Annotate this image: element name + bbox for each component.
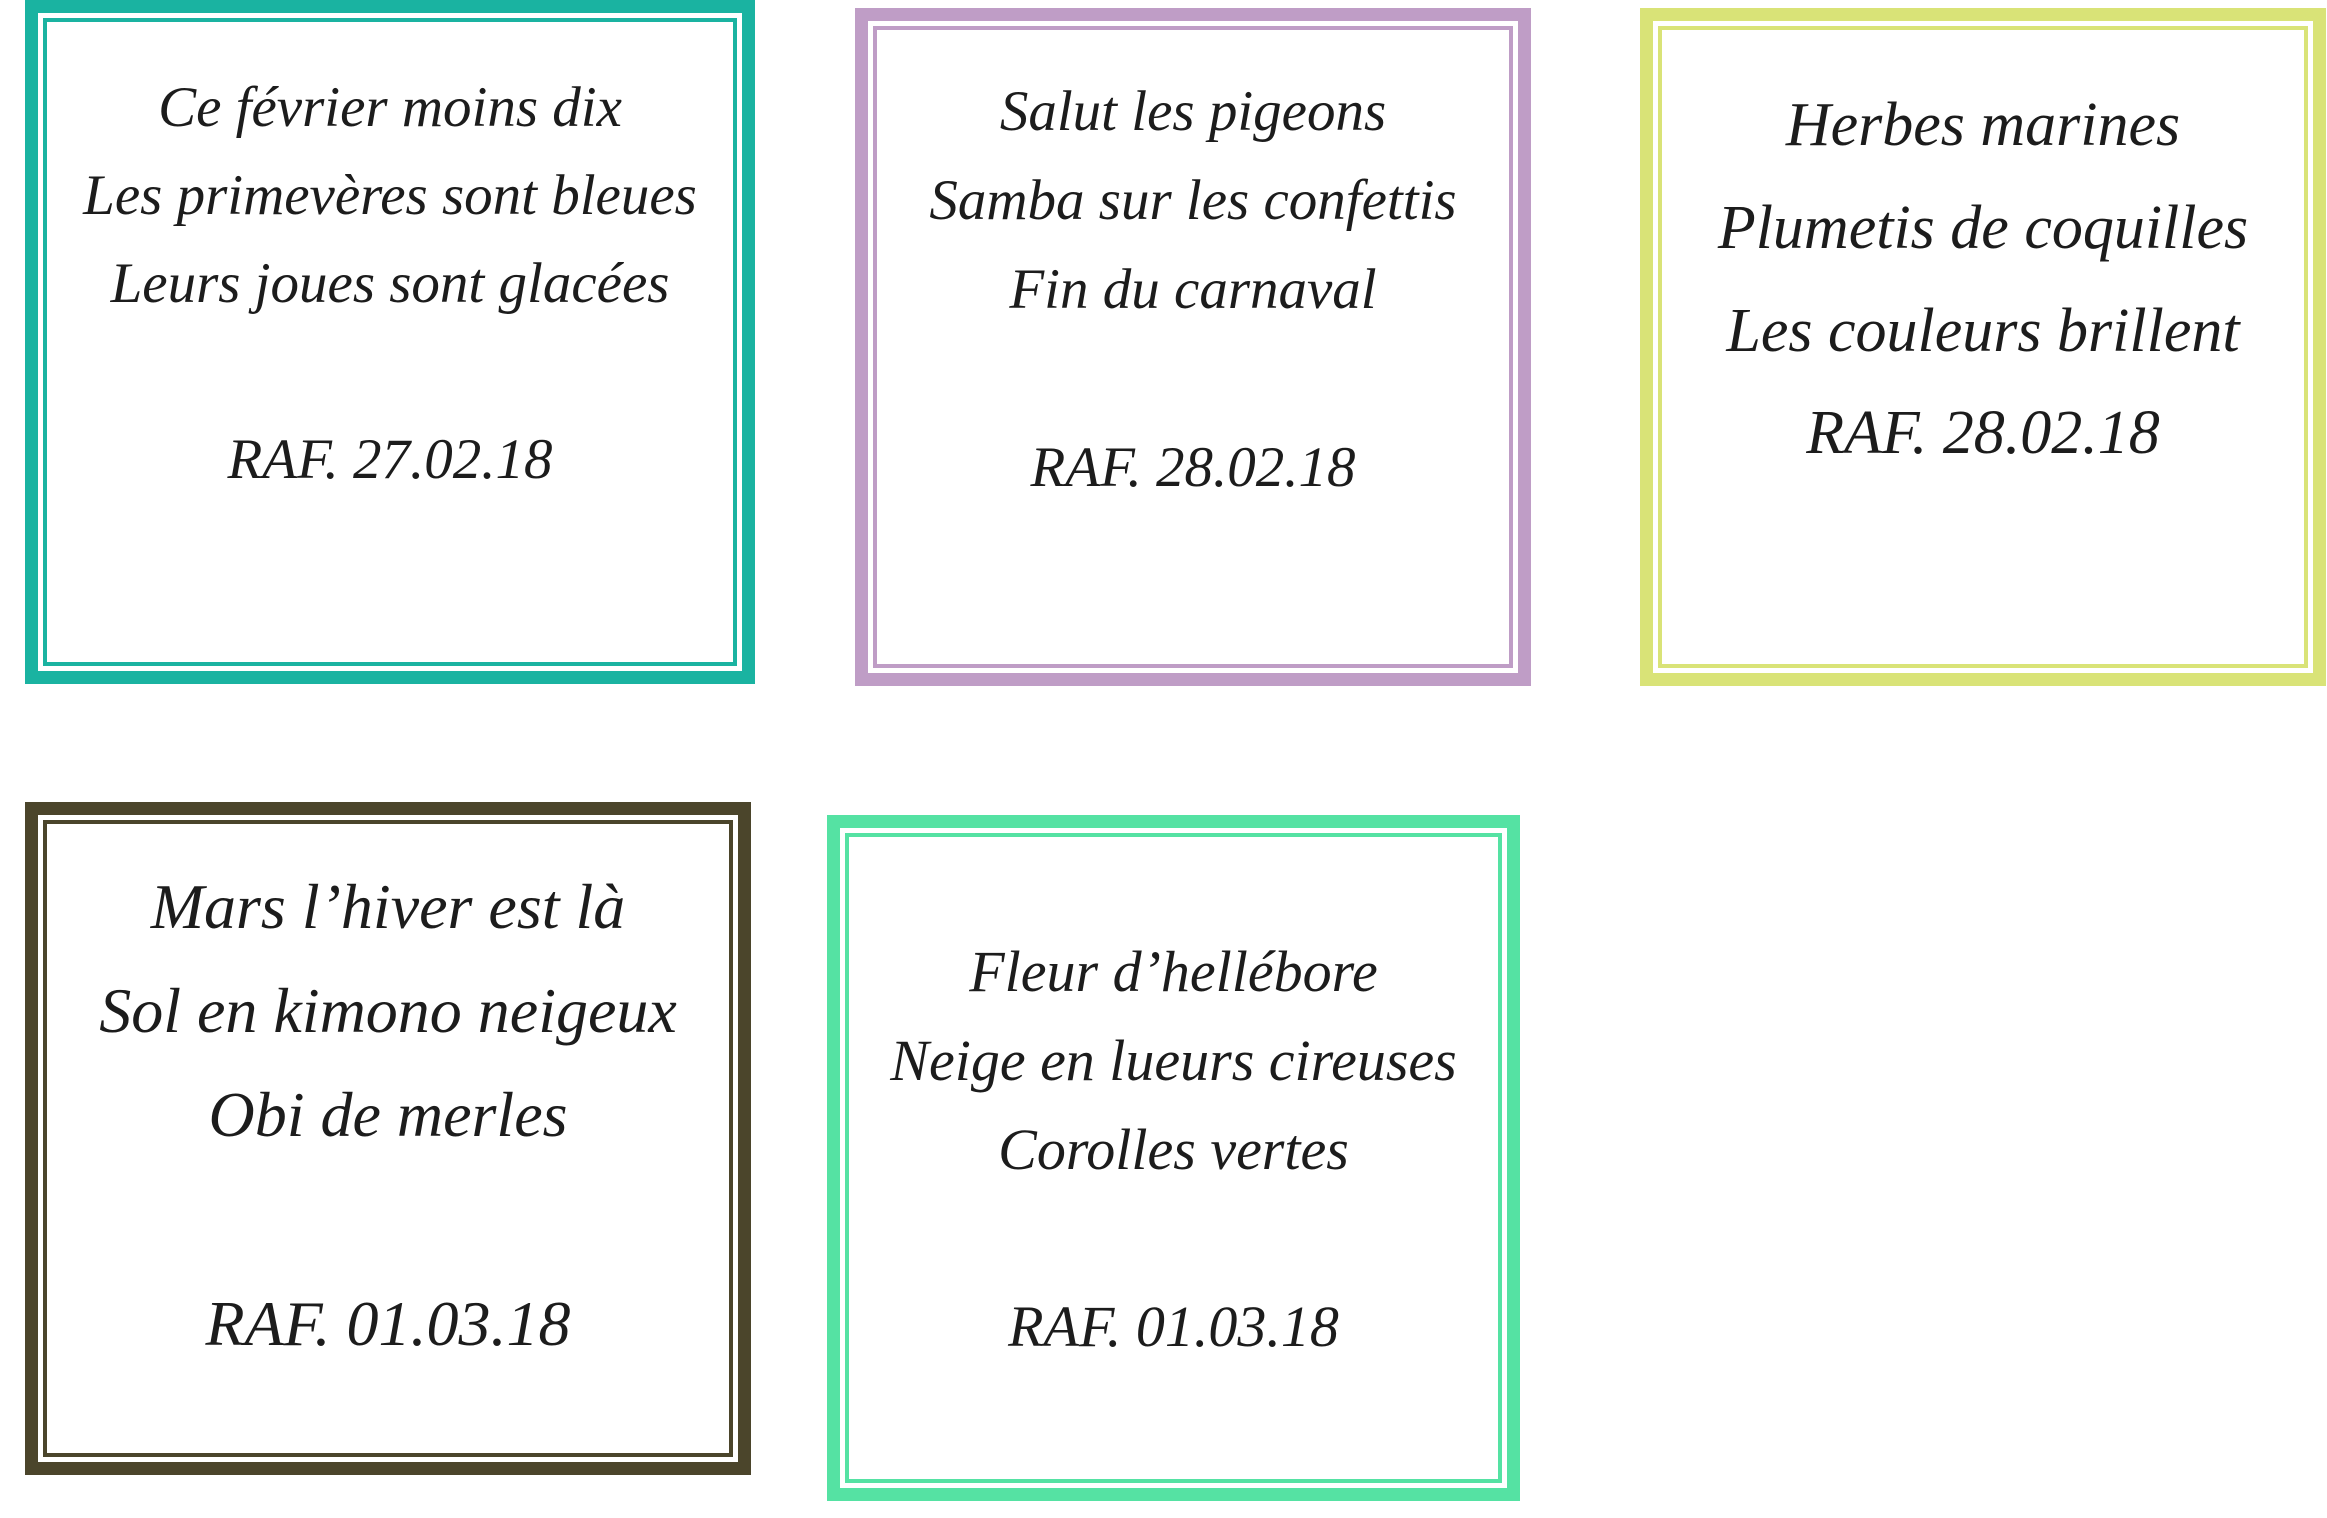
- haiku-line: Samba sur les confettis: [929, 169, 1457, 232]
- haiku-line: Fin du carnaval: [1009, 258, 1377, 321]
- haiku-card-3: [1640, 8, 2326, 686]
- haiku-line: Salut les pigeons: [999, 80, 1387, 143]
- haiku-line: Neige en lueurs cireuses: [890, 1028, 1457, 1093]
- haiku-line: Sol en kimono neigeux: [99, 975, 677, 1046]
- haiku-line: Herbes marines: [1785, 91, 2181, 159]
- signature-date: RAF. 01.03.18: [205, 1288, 571, 1359]
- haiku-line: Plumetis de coquilles: [1717, 194, 2249, 262]
- haiku-card-4: [25, 802, 751, 1475]
- signature-date: RAF. 27.02.18: [227, 428, 553, 491]
- haiku-line: Les primevères sont bleues: [83, 164, 697, 227]
- haiku-card-1: [25, 0, 755, 684]
- signature-date: RAF. 28.02.18: [1030, 436, 1356, 499]
- haiku-line: Leurs joues sont glacées: [110, 252, 670, 315]
- haiku-line: Fleur d’hellébore: [969, 939, 1378, 1004]
- haiku-line: Ce février moins dix: [158, 76, 622, 139]
- haiku-card-5: [827, 815, 1520, 1501]
- signature-date: RAF. 01.03.18: [1008, 1294, 1339, 1359]
- haiku-line: Corolles vertes: [998, 1117, 1349, 1182]
- haiku-line: Obi de merles: [208, 1079, 568, 1150]
- haiku-line: Mars l’hiver est là: [150, 871, 626, 942]
- signature-date: RAF. 28.02.18: [1806, 399, 2160, 467]
- haiku-line: Les couleurs brillent: [1726, 297, 2240, 365]
- haiku-card-2: [855, 8, 1531, 686]
